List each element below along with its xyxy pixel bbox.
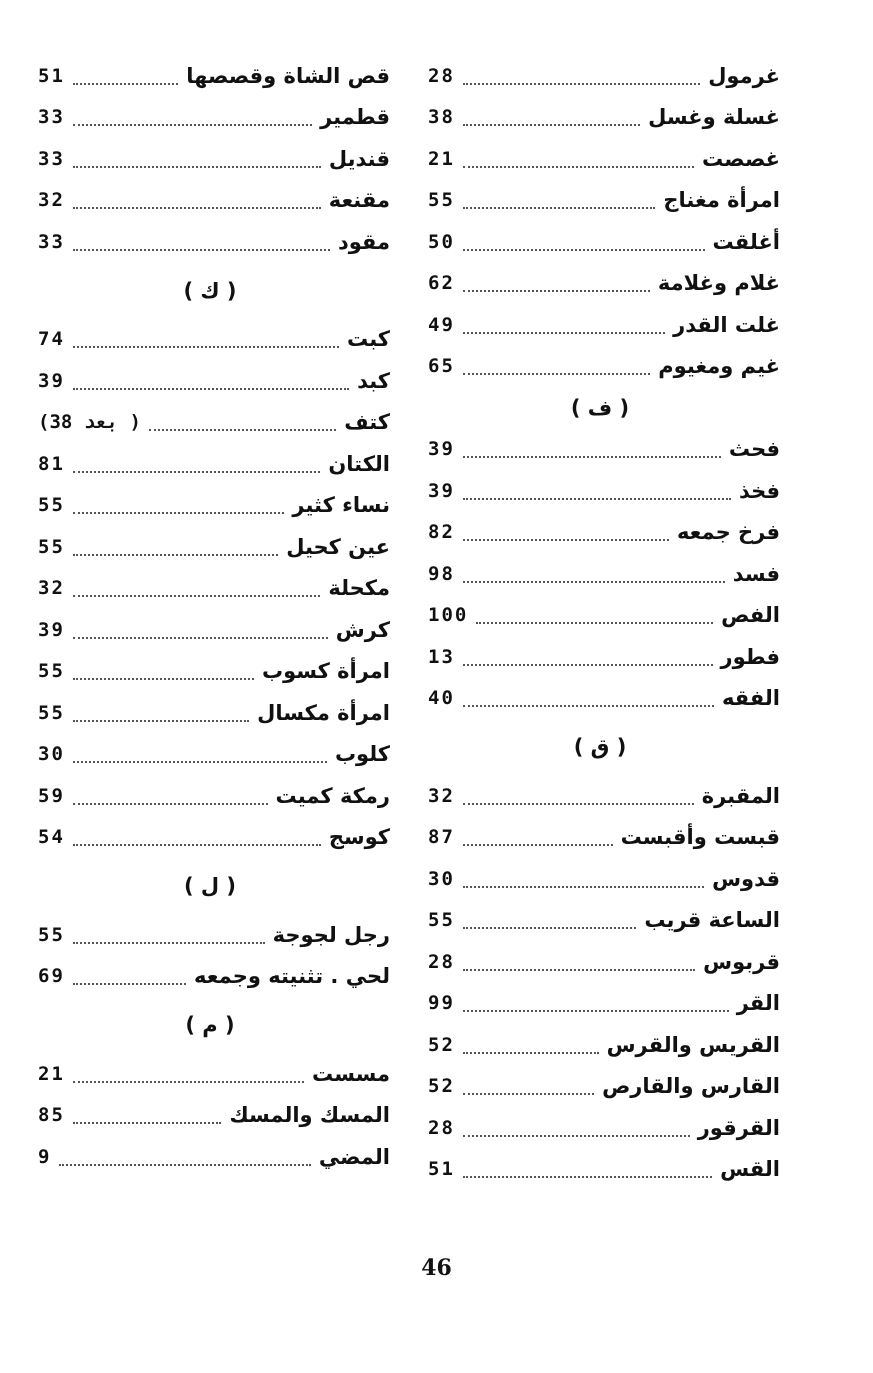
entry-term: غلام وغلامة — [657, 271, 780, 296]
index-entry — [30, 180, 390, 222]
entry-page-ref: 59 — [38, 784, 65, 807]
dot-leader — [73, 249, 330, 251]
entry-page-ref: 82 — [428, 521, 455, 544]
entry-term: الساعة قريب — [644, 908, 780, 933]
dot-leader — [73, 637, 328, 639]
index-entry — [30, 402, 390, 444]
entry-term: غلت القدر — [673, 312, 780, 337]
section-heading: ( ف ) — [570, 395, 630, 420]
entry-page-ref: 74 — [38, 328, 65, 351]
index-entry — [30, 817, 390, 859]
index-entry — [420, 775, 780, 817]
entry-page-ref: 55 — [38, 923, 65, 946]
entry-page-ref: 55 — [38, 494, 65, 517]
dot-leader — [463, 539, 669, 541]
entry-term: كتف — [344, 410, 390, 435]
index-entry — [420, 1107, 780, 1149]
index-entry — [420, 429, 780, 471]
dot-leader — [73, 983, 186, 985]
index-entry — [420, 180, 780, 222]
entry-term: رجل لجوجة — [272, 922, 390, 947]
dot-leader — [73, 471, 320, 473]
entry-term: فخذ — [738, 478, 780, 503]
entry-page-ref: 33 — [38, 230, 65, 253]
dot-leader — [463, 1052, 599, 1054]
entry-page-ref: 28 — [428, 64, 455, 87]
index-entry — [420, 55, 780, 97]
index-entry — [420, 470, 780, 512]
dot-leader — [59, 1164, 310, 1166]
index-entry — [30, 734, 390, 776]
dot-leader — [73, 1122, 222, 1124]
index-entry — [30, 97, 390, 139]
dot-leader — [463, 1176, 712, 1178]
entry-page-ref: 55 — [428, 909, 455, 932]
dot-leader — [463, 373, 650, 375]
index-column-right — [420, 55, 780, 1190]
index-entry — [30, 775, 390, 817]
entry-page-ref: 65 — [428, 355, 455, 378]
entry-page-ref: 30 — [428, 867, 455, 890]
entry-term: مكحلة — [328, 576, 390, 601]
entry-page-ref: 99 — [428, 992, 455, 1015]
dot-leader — [73, 942, 265, 944]
entry-page-ref: 62 — [428, 272, 455, 295]
entry-term: فرخ جمعه — [676, 520, 780, 545]
entry-page-ref: 85 — [38, 1104, 65, 1127]
entry-page-ref: 100 — [428, 604, 469, 627]
dot-leader — [73, 803, 268, 805]
dot-leader — [463, 124, 640, 126]
index-entry — [420, 512, 780, 554]
section-heading: ( ك ) — [183, 278, 237, 303]
dot-leader — [463, 166, 694, 168]
index-entry — [30, 360, 390, 402]
index-entry — [420, 1066, 780, 1108]
dot-leader — [73, 166, 321, 168]
entry-term: فطور — [720, 644, 780, 669]
index-entry — [420, 138, 780, 180]
dot-leader — [149, 429, 336, 431]
entry-page-ref: 98 — [428, 562, 455, 585]
dot-leader — [463, 456, 721, 458]
entry-term: قدوس — [712, 866, 780, 891]
dot-leader — [463, 1093, 594, 1095]
dot-leader — [463, 664, 713, 666]
index-entry — [420, 900, 780, 942]
index-entry — [420, 1024, 780, 1066]
entry-page-ref: 51 — [428, 1158, 455, 1181]
dot-leader — [463, 332, 665, 334]
entry-term: غرمول — [708, 63, 780, 88]
dot-leader — [73, 83, 178, 85]
dot-leader — [463, 1010, 729, 1012]
entry-page-ref: 87 — [428, 826, 455, 849]
entry-term: المسك والمسك — [229, 1103, 390, 1128]
entry-term: الفص — [721, 603, 780, 628]
dot-leader — [73, 1081, 304, 1083]
entry-page-ref: 52 — [428, 1033, 455, 1056]
index-entry — [30, 485, 390, 527]
index-entry — [420, 817, 780, 859]
dot-leader — [73, 720, 249, 722]
index-entry — [30, 692, 390, 734]
entry-term: مقود — [337, 229, 390, 254]
entry-term: قبست وأقبست — [620, 825, 780, 850]
index-entry — [30, 1095, 390, 1137]
index-entry — [420, 304, 780, 346]
entry-page-ref: 81 — [38, 452, 65, 475]
entry-term: رمكة كميت — [275, 783, 390, 808]
section-heading: ( م ) — [185, 1013, 235, 1037]
index-entry — [420, 221, 780, 263]
entry-term: أغلقت — [712, 229, 780, 254]
index-entry — [30, 221, 390, 263]
index-entry — [30, 526, 390, 568]
dot-leader — [463, 207, 655, 209]
dot-leader — [463, 83, 700, 85]
entry-term: قص الشاة وقصصها — [186, 63, 390, 88]
index-entry — [420, 346, 780, 388]
index-entry — [420, 595, 780, 637]
index-entry — [30, 914, 390, 956]
entry-term: لحي . تثنيته وجمعه — [194, 964, 390, 989]
entry-page-ref: 40 — [428, 687, 455, 710]
entry-page-ref: 28 — [428, 1116, 455, 1139]
dot-leader — [463, 927, 636, 929]
entry-page-ref: 55 — [38, 660, 65, 683]
entry-term: قربوس — [703, 949, 780, 974]
entry-term: نساء كثير — [292, 493, 390, 518]
entry-term: امرأة مكسال — [257, 700, 390, 725]
entry-term: كلوب — [334, 742, 390, 767]
dot-leader — [73, 124, 312, 126]
entry-page-ref: 50 — [428, 230, 455, 253]
entry-term: فحث — [728, 437, 780, 462]
entry-page-ref: 33 — [38, 147, 65, 170]
entry-term: المقبرة — [701, 783, 780, 808]
entry-page-ref: 69 — [38, 965, 65, 988]
entry-page-ref: 39 — [38, 369, 65, 392]
index-entry — [30, 651, 390, 693]
dot-leader — [73, 844, 321, 846]
entry-term: امرأة مغناج — [663, 188, 780, 213]
dot-leader — [73, 512, 285, 514]
entry-term: مقنعة — [328, 188, 390, 213]
dot-leader — [463, 886, 704, 888]
entry-term: مسست — [312, 1061, 390, 1086]
dot-leader — [463, 705, 714, 707]
entry-term: القارس والقارص — [602, 1074, 780, 1099]
entry-term: الفقه — [721, 686, 780, 711]
dot-leader — [463, 249, 705, 251]
entry-term: القر — [736, 991, 780, 1016]
entry-page-ref: 52 — [428, 1075, 455, 1098]
dot-leader — [73, 761, 327, 763]
entry-page-ref: (بعد 38 ) — [38, 411, 141, 434]
index-entry — [420, 553, 780, 595]
entry-term: غيم ومغيوم — [658, 354, 780, 379]
dot-leader — [73, 554, 278, 556]
dot-leader — [463, 1135, 690, 1137]
index-entry — [420, 97, 780, 139]
entry-page-ref: 55 — [38, 701, 65, 724]
index-entry — [30, 568, 390, 610]
entry-term: امرأة كسوب — [261, 659, 390, 684]
entry-term: القرقور — [697, 1115, 780, 1140]
entry-term: كبد — [357, 368, 390, 393]
entry-page-ref: 30 — [38, 743, 65, 766]
entry-term: كبت — [346, 327, 390, 352]
index-entry — [30, 55, 390, 97]
entry-term: القس — [720, 1157, 780, 1182]
index-entry — [420, 858, 780, 900]
entry-page-ref: 54 — [38, 826, 65, 849]
dot-leader — [73, 388, 349, 390]
dot-leader — [73, 207, 321, 209]
index-entry — [30, 138, 390, 180]
entry-term: فسد — [732, 561, 780, 586]
entry-page-ref: 13 — [428, 645, 455, 668]
entry-page-ref: 38 — [428, 106, 455, 129]
entry-term: غسلة وغسل — [648, 105, 780, 130]
dot-leader — [463, 290, 650, 292]
index-entry — [30, 1053, 390, 1095]
entry-page-ref: 39 — [428, 438, 455, 461]
dot-leader — [463, 498, 731, 500]
dot-leader — [73, 346, 339, 348]
index-entry — [30, 443, 390, 485]
entry-page-ref: 21 — [38, 1062, 65, 1085]
entry-term: كوسج — [328, 825, 390, 850]
entry-term: عين كحيل — [286, 534, 390, 559]
entry-page-ref: 28 — [428, 950, 455, 973]
entry-page-ref: 32 — [38, 577, 65, 600]
dot-leader — [476, 622, 713, 624]
index-entry — [30, 1136, 390, 1178]
dot-leader — [463, 803, 694, 805]
entry-term: المضي — [318, 1144, 390, 1169]
entry-page-ref: 51 — [38, 64, 65, 87]
entry-page-ref: 9 — [38, 1145, 52, 1168]
index-entry — [420, 263, 780, 305]
entry-page-ref: 39 — [38, 618, 65, 641]
entry-term: كرش — [335, 617, 390, 642]
entry-term: قطمير — [320, 105, 390, 130]
entry-term: الكتان — [328, 451, 390, 476]
entry-term: قنديل — [328, 146, 390, 171]
dot-leader — [73, 678, 254, 680]
index-entry — [30, 609, 390, 651]
section-heading: ( ق ) — [573, 735, 627, 759]
section-heading: ( ل ) — [183, 874, 237, 898]
page-number: 46 — [421, 1255, 452, 1281]
entry-page-ref: 32 — [428, 784, 455, 807]
entry-term: القريس والقرس — [606, 1032, 780, 1057]
index-entry — [30, 956, 390, 998]
index-entry — [420, 983, 780, 1025]
entry-term: غصصت — [702, 146, 780, 171]
entry-page-ref: 39 — [428, 479, 455, 502]
dot-leader — [463, 581, 725, 583]
dot-leader — [463, 844, 613, 846]
index-column-left — [30, 55, 390, 1178]
index-entry — [420, 636, 780, 678]
index-entry — [420, 941, 780, 983]
entry-page-ref: 55 — [428, 189, 455, 212]
entry-page-ref: 21 — [428, 147, 455, 170]
index-entry — [30, 319, 390, 361]
index-entry — [420, 1149, 780, 1191]
entry-page-ref: 55 — [38, 535, 65, 558]
entry-page-ref: 49 — [428, 313, 455, 336]
entry-page-ref: 33 — [38, 106, 65, 129]
dot-leader — [73, 595, 320, 597]
entry-page-ref: 32 — [38, 189, 65, 212]
index-entry — [420, 678, 780, 720]
dot-leader — [463, 969, 695, 971]
